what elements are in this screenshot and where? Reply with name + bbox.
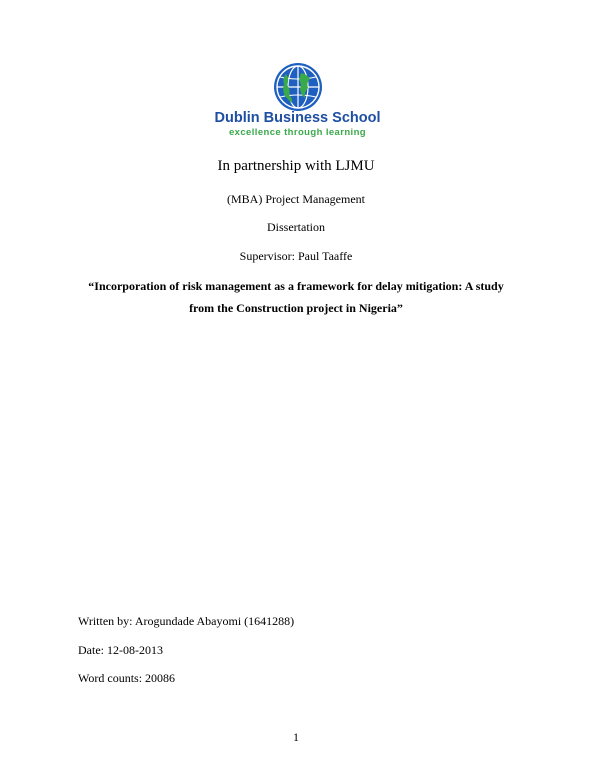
dissertation-title-line-1: “Incorporation of risk management as a framework for delay mitigation: A study	[88, 279, 504, 293]
program-name: (MBA) Project Management	[227, 192, 365, 206]
partnership-heading: In partnership with LJMU	[217, 158, 375, 174]
globe-icon	[273, 62, 323, 112]
word-count-line: Word counts: 20086	[78, 671, 176, 685]
supervisor-line: Supervisor: Paul Taaffe	[239, 249, 353, 263]
document-type: Dissertation	[267, 220, 325, 234]
page-number: 1	[293, 730, 299, 744]
school-logo	[205, 62, 390, 142]
author-line: Written by: Arogundade Abayomi (1641288)	[78, 614, 295, 628]
school-tagline: excellence through learning	[229, 127, 366, 138]
dissertation-title-line-2: from the Construction project in Nigeria”	[189, 301, 403, 315]
date-line: Date: 12-08-2013	[78, 643, 163, 657]
school-name: Dublin Business School	[214, 110, 381, 126]
